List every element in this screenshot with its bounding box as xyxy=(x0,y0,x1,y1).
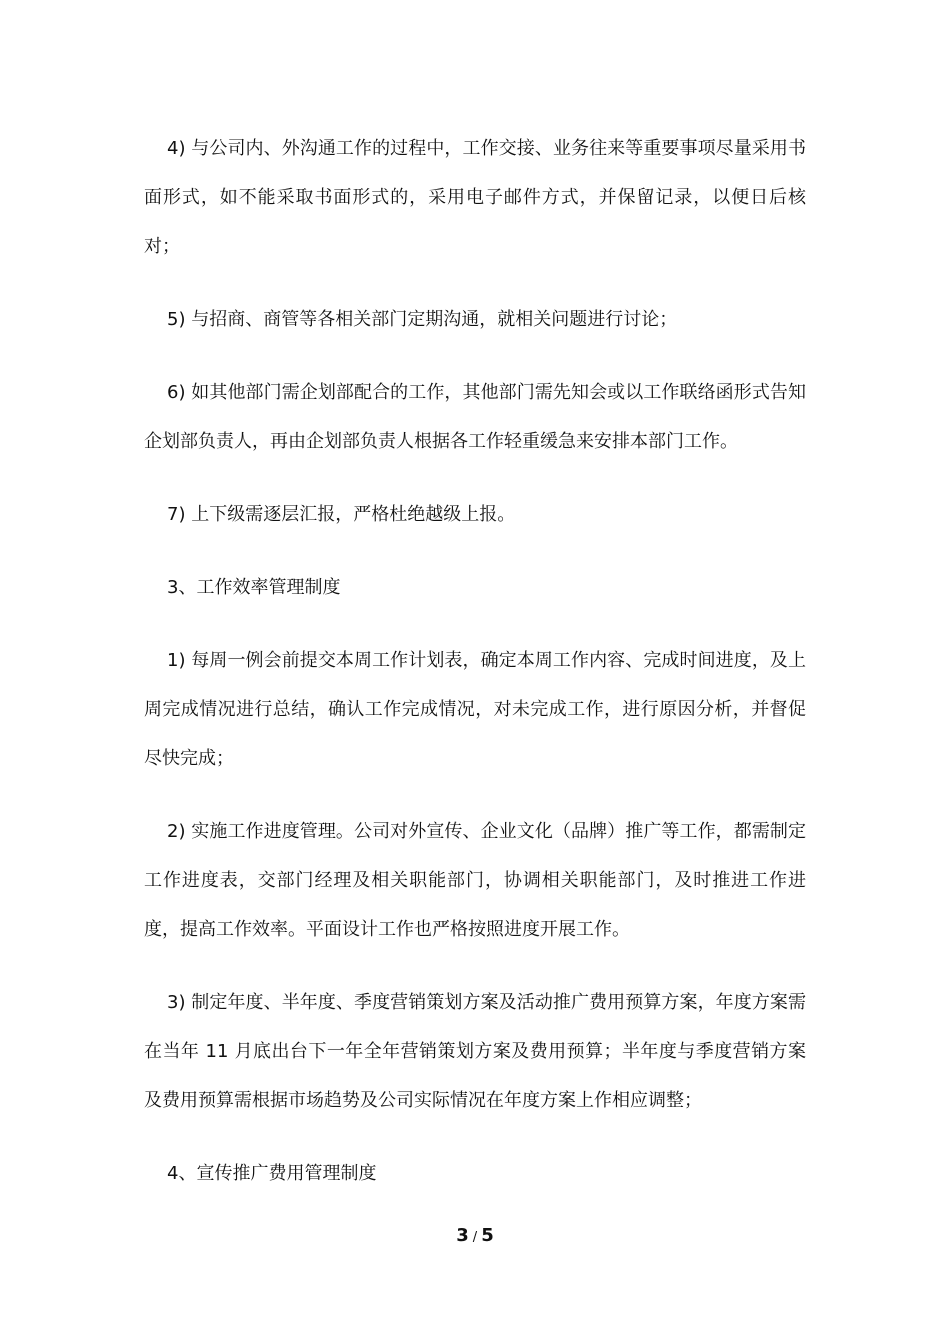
paragraph-item-4: 4) 与公司内、外沟通工作的过程中，工作交接、业务往来等重要事项尽量采用书面形式，如不能采取书面形式的，采用电子邮件方式，并保留记录，以便日后核对； xyxy=(144,138,806,257)
section-heading-promotion-cost: 4、宣传推广费用管理制度 xyxy=(167,1163,377,1184)
paragraph-efficiency-3: 3) 制定年度、半年度、季度营销策划方案及活动推广费用预算方案，年度方案需在当年 11 月底出台下一年全年营销策划方案及费用预算；半年度与季度营销方案及费用预算需根据市场趋势及公司实际情况在年度方案上作相应调整； xyxy=(144,992,806,1111)
page-number-separator: / xyxy=(472,1230,478,1245)
current-page-number: 3 xyxy=(456,1225,469,1246)
paragraph-item-6: 6) 如其他部门需企划部配合的工作，其他部门需先知会或以工作联络函形式告知企划部负责人，再由企划部负责人根据各工作轻重缓急来安排本部门工作。 xyxy=(144,382,806,452)
total-pages-number: 5 xyxy=(481,1225,494,1246)
paragraph-efficiency-1: 1) 每周一例会前提交本周工作计划表，确定本周工作内容、完成时间进度，及上周完成情况进行总结，确认工作完成情况，对未完成工作，进行原因分析，并督促尽快完成； xyxy=(144,650,806,769)
paragraph-item-5: 5) 与招商、商管等各相关部门定期沟通，就相关问题进行讨论； xyxy=(167,309,678,330)
paragraph-item-7: 7) 上下级需逐层汇报，严格杜绝越级上报。 xyxy=(167,504,516,525)
document-body xyxy=(144,124,806,1222)
section-heading-work-efficiency: 3、工作效率管理制度 xyxy=(167,577,341,598)
paragraph-efficiency-2: 2) 实施工作进度管理。公司对外宣传、企业文化（品牌）推广等工作，都需制定工作进度表，交部门经理及相关职能部门，协调相关职能部门，及时推进工作进度，提高工作效率。平面设计工作也严格按照进度开展工作。 xyxy=(144,821,806,940)
page-number xyxy=(0,1222,950,1252)
